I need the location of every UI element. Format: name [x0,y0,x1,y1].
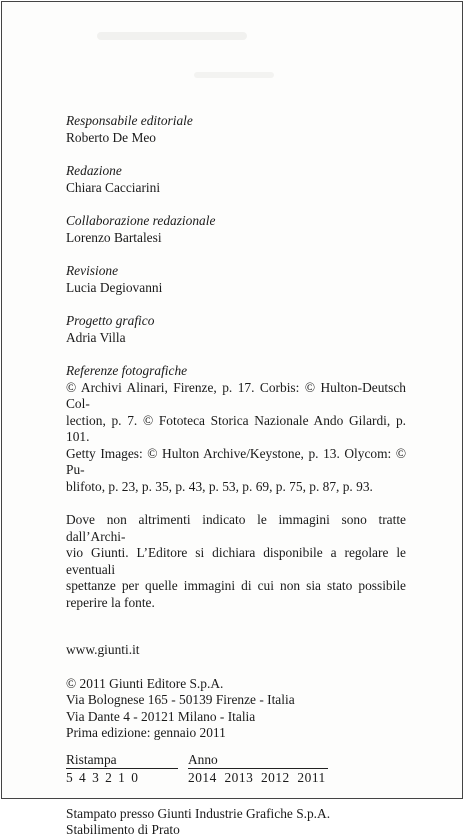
year-label: Anno [188,751,218,767]
credit-name: Chiara Cacciarini [66,179,161,195]
text-line: lection, p. 7. © Fototeca Storica Nazionale Ando Gilardi, p. 101. [66,412,406,444]
reprint-numbers: 5 4 3 2 1 0 [66,769,139,785]
reprint-label: Ristampa [66,751,117,767]
printer-plant: Stabilimento di Prato [66,822,180,837]
photo-credits-label: Referenze fotografiche [66,363,188,378]
credit-editor [66,113,406,146]
reprint-years: 2014 2013 2012 2011 [188,769,326,785]
credit-name: Adria Villa [66,329,126,345]
image-rights-notice [66,512,406,611]
bleed-through-mark [97,32,247,40]
reprint-rule [66,768,178,769]
credit-role: Responsabile editoriale [66,113,193,128]
photo-credits-text [66,380,406,496]
credit-name: Lucia Degiovanni [66,279,163,295]
copyright-line: © 2011 Giunti Editore S.p.A. [66,675,224,691]
text-line: reperire la fonte. [66,594,155,610]
reprint-table [66,752,406,792]
credit-role: Revisione [66,263,119,278]
credit-progetto-grafico [66,313,406,346]
credit-revisione [66,263,406,296]
year-rule [188,768,328,769]
address-florence: Via Bolognese 165 - 50139 Firenze - Italia [66,692,295,707]
credit-collaborazione [66,213,406,246]
credit-role: Redazione [66,163,122,178]
text-line: blifoto, p. 23, p. 35, p. 43, p. 53, p. 69, p. 75, p. 87, p. 93. [66,478,373,494]
credit-role: Progetto grafico [66,313,155,328]
text-line: vio Giunti. L’Editore si dichiara disponibile a regolare le eventuali [66,545,406,577]
text-line: Getty Images: © Hulton Archive/Keystone, p. 13. Olycom: © Pu- [66,445,406,477]
colophon-page [1,1,463,837]
bleed-through-area [2,2,462,102]
website-link[interactable]: www.giunti.it [66,642,140,657]
credit-role: Collaborazione redazionale [66,213,216,228]
publisher-info [66,676,406,742]
printer-line: Stampato presso Giunti Industrie Grafiche S.p.A. [66,805,331,821]
printer-info [66,806,406,839]
bleed-through-mark [194,72,274,78]
text-line: spettanze per quelle immagini di cui non sia stato possibile [66,578,406,593]
edition-line: Prima edizione: gennaio 2011 [66,725,226,740]
credit-name: Lorenzo Bartalesi [66,229,162,245]
credit-redazione [66,163,406,196]
text-line: © Archivi Alinari, Firenze, p. 17. Corbis: © Hulton-Deutsch Col- [66,379,406,411]
address-milan: Via Dante 4 - 20121 Milano - Italia [66,708,256,724]
credit-name: Roberto De Meo [66,129,156,145]
text-line: Dove non altrimenti indicato le immagini sono tratte dall’Archi- [66,512,406,544]
photo-credits [66,363,406,495]
website-block [66,642,406,659]
colophon-content [66,113,406,839]
notice-text [66,512,406,611]
